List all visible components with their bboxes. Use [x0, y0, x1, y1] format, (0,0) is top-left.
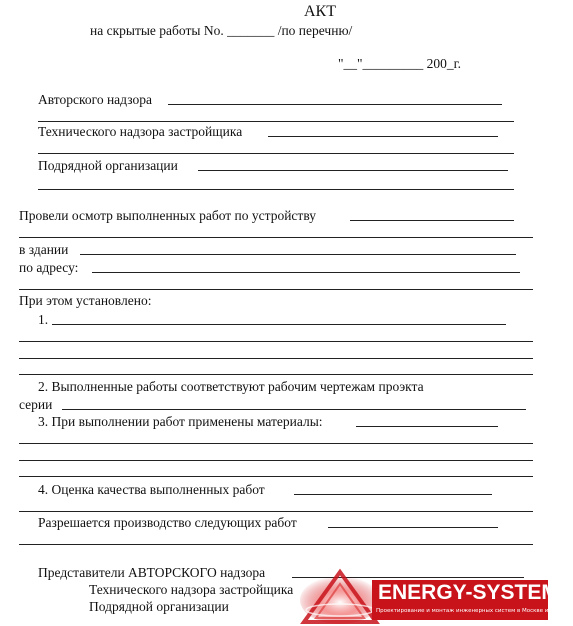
- contractor-line: [198, 170, 508, 171]
- energy-systems-logo-icon: [296, 566, 382, 626]
- blank-line: [19, 289, 533, 290]
- established-label: При этом установлено:: [19, 293, 152, 308]
- item-2-series-label: серии: [19, 397, 53, 412]
- author-supervision-label: Авторского надзора: [38, 92, 152, 107]
- blank-line: [19, 544, 533, 545]
- contractor-label: Подрядной организации: [38, 158, 178, 173]
- blank-line: [38, 121, 514, 122]
- rep-technical-label: Технического надзора застройщика: [89, 582, 294, 597]
- document-title: АКТ: [304, 3, 336, 20]
- blank-line: [19, 374, 533, 375]
- technical-supervision-label: Технического надзора застройщика: [38, 124, 243, 139]
- inspection-line: [350, 220, 514, 221]
- blank-line: [19, 341, 533, 342]
- permitted-works-label: Разрешается производство следующих работ: [38, 515, 297, 530]
- item-4-text: 4. Оценка качества выполненных работ: [38, 482, 265, 497]
- item-3-text: 3. При выполнении работ применены материалы:: [38, 414, 323, 429]
- technical-supervision-line: [268, 136, 498, 137]
- address-label: по адресу:: [19, 260, 79, 275]
- date-line: "__"_________ 200_г.: [338, 56, 462, 71]
- blank-line: [38, 153, 514, 154]
- address-line: [92, 272, 520, 273]
- author-supervision-line: [168, 104, 502, 105]
- permitted-works-line: [328, 527, 498, 528]
- blank-line: [19, 476, 533, 477]
- inspection-label: Провели осмотр выполненных работ по устройству: [19, 208, 316, 223]
- document-subtitle: на скрытые работы No. _______ /по перечню/: [90, 23, 353, 38]
- rep-contractor-label: Подрядной организации: [89, 599, 229, 614]
- blank-line: [19, 237, 533, 238]
- watermark-brand: ENERGY-SYSTEMS: [378, 581, 573, 604]
- item-1-label: 1.: [38, 312, 49, 327]
- in-building-line: [80, 254, 516, 255]
- blank-line: [19, 358, 533, 359]
- watermark-tagline: Проектирование и монтаж инженерных систем в Москве и М.О.: [376, 608, 563, 614]
- blank-line: [19, 511, 533, 512]
- rep-author-label: Представители АВТОРСКОГО надзора: [38, 565, 266, 580]
- item-3-line: [356, 426, 498, 427]
- blank-line: [19, 443, 533, 444]
- in-building-label: в здании: [19, 242, 69, 257]
- item-2-series-line: [62, 409, 526, 410]
- energy-systems-watermark: [296, 566, 573, 626]
- item-2-text: 2. Выполненные работы соответствуют рабочим чертежам проэкта: [38, 379, 424, 394]
- blank-line: [38, 189, 514, 190]
- item-4-line: [294, 494, 492, 495]
- blank-line: [19, 460, 533, 461]
- item-1-line: [52, 324, 506, 325]
